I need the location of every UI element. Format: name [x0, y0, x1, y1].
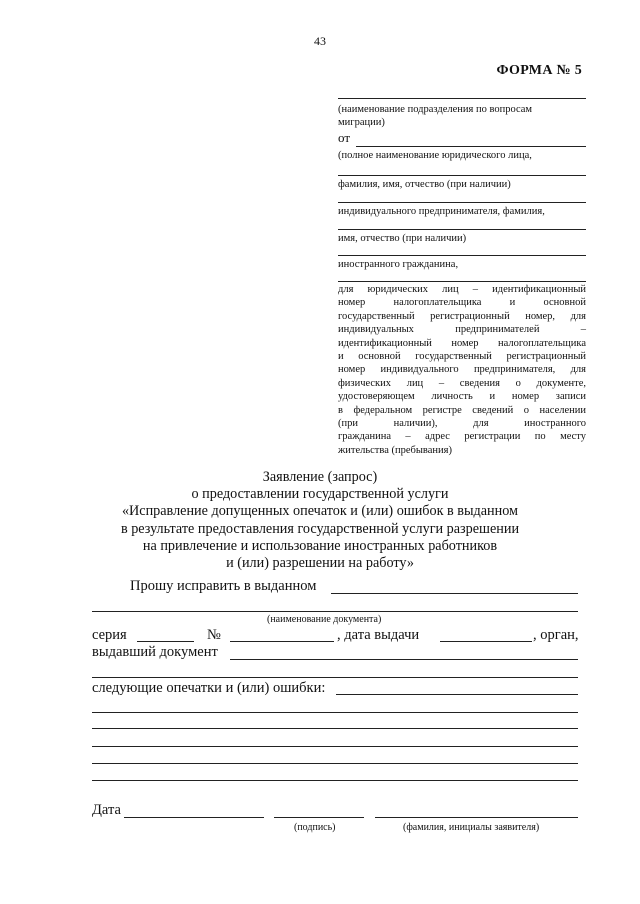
details-line: индивидуальных предпринимателей – [338, 324, 586, 336]
errors-line-6[interactable] [92, 780, 578, 781]
name-patronymic-caption: имя, отчество (при наличии) [338, 233, 467, 244]
request-text: Прошу исправить в выданном [130, 578, 317, 594]
details-line: удостоверяющем личность и номер записи [338, 391, 586, 403]
issue-date-field[interactable] [440, 641, 532, 642]
document-name-caption: (наименование документа) [267, 614, 382, 625]
details-line: в федеральном регистре сведений о населении [338, 404, 586, 416]
errors-label: следующие опечатки и (или) ошибки: [92, 680, 326, 696]
details-line: номер индивидуального предпринимателя, для [338, 364, 586, 376]
name-line[interactable] [338, 255, 586, 256]
legal-name-caption: (полное наименование юридического лица, [338, 150, 532, 161]
title-line: «Исправление допущенных опечаток и (или) ошибок в выданном [121, 503, 519, 520]
legal-name-line[interactable] [338, 175, 586, 176]
details-line: физических лиц – сведения о документе, [338, 377, 586, 389]
title-line: Заявление (запрос) [262, 469, 378, 485]
foreign-caption: иностранного гражданина, [338, 259, 459, 270]
errors-line-5[interactable] [92, 763, 578, 764]
document-name-line-1[interactable] [331, 593, 578, 594]
title-line: о предоставлении государственной услуги [191, 486, 449, 503]
application-title [80, 469, 560, 572]
details-line: жительства (пребывания) [338, 444, 452, 456]
fio-line[interactable] [338, 202, 586, 203]
from-line[interactable] [356, 146, 586, 147]
date-field[interactable] [124, 817, 264, 818]
date-label: Дата [92, 802, 121, 818]
form-title: ФОРМА № 5 [496, 63, 582, 78]
title-line: на привлечение и использование иностранных работников [142, 537, 498, 554]
details-line: номер налогоплательщика и основной [338, 297, 586, 309]
signature-caption: (подпись) [294, 822, 336, 833]
foreign-line[interactable] [338, 281, 586, 282]
ip-line[interactable] [338, 229, 586, 230]
department-caption-1: (наименование подразделения по вопросам [338, 104, 533, 115]
department-caption-2: миграции) [338, 117, 385, 128]
issuer-label: выдавший документ [92, 644, 218, 660]
title-line: в результате предоставления государственной услуги разрешении [120, 520, 520, 537]
organ-label: , орган, [533, 627, 579, 643]
ip-fio-caption: индивидуального предпринимателя, фамилия, [338, 206, 545, 217]
details-line: гражданина – адрес регистрации по месту [338, 431, 586, 443]
errors-line-3[interactable] [92, 728, 578, 729]
department-line[interactable] [338, 98, 586, 99]
details-line: идентификационный номер налогоплательщика [338, 337, 586, 349]
issue-date-label: , дата выдачи [337, 627, 420, 643]
fio-caption: фамилия, имя, отчество (при наличии) [338, 179, 511, 190]
details-line: государственный регистрационный номер, для [338, 310, 586, 322]
document-name-line-2[interactable] [92, 611, 578, 612]
signature-field[interactable] [274, 817, 364, 818]
name-field[interactable] [375, 817, 578, 818]
number-field[interactable] [230, 641, 334, 642]
details-line: для юридических лиц – идентификационный [338, 284, 586, 295]
title-line: и (или) разрешении на работу» [226, 555, 414, 572]
errors-line-2[interactable] [92, 712, 578, 713]
from-label: от [338, 130, 351, 145]
name-caption: (фамилия, инициалы заявителя) [403, 822, 540, 833]
series-label: серия [92, 627, 127, 643]
issuer-line-1[interactable] [230, 659, 578, 660]
errors-line-4[interactable] [92, 746, 578, 747]
page-number: 43 [314, 34, 326, 48]
errors-line-1[interactable] [336, 694, 578, 695]
details-line: (при наличии), для иностранного [338, 418, 586, 430]
number-label: № [207, 627, 221, 643]
details-caption [338, 283, 586, 457]
issuer-line-2[interactable] [92, 677, 578, 678]
details-line: и основной государственный регистрационный [338, 351, 586, 363]
series-field[interactable] [137, 641, 194, 642]
